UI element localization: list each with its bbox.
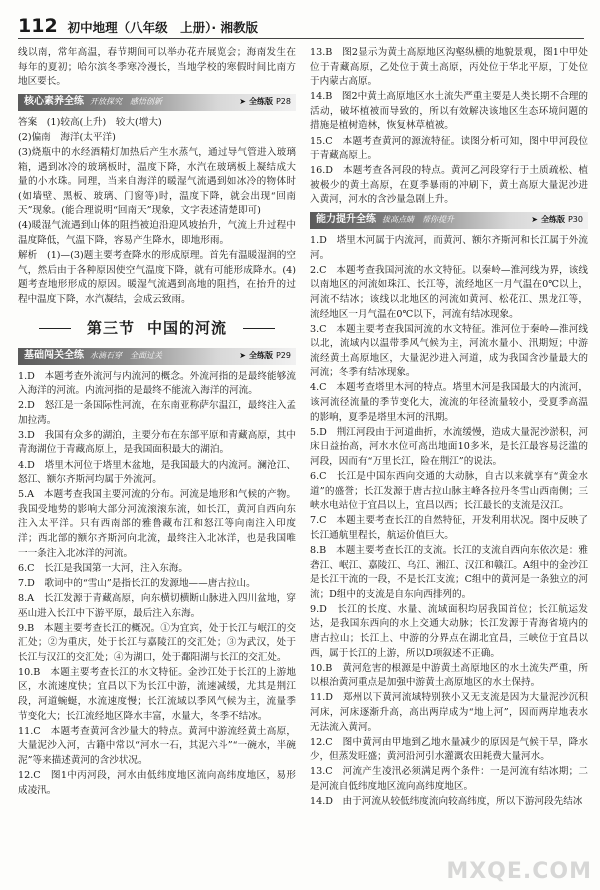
section-label: 第三节	[86, 319, 135, 338]
banner-subtitle: 水滴石穿 全面过关	[90, 350, 162, 360]
page-number: 112	[18, 15, 58, 37]
answer-paragraph: 15.C 本题考查黄河的源流特征。读图分析可知，图中甲河段位于青藏高原上。	[310, 135, 588, 162]
answer-paragraph: 5.A 本题考查我国主要河流的分布。河流是地形和气候的产物。我国受地势的影响大部分河流滚滚东流，如长江，黄河自西向东注入太平洋。只有西南部的雅鲁藏布江和怒江等向南注入印度洋；西北部的额尔齐斯河向北流，最终注入北冰洋，也是我国唯一一条注入北冰洋的河流。	[18, 489, 296, 559]
section-banner	[18, 348, 296, 365]
answer-paragraph: 10.B 黄河危害的根源是中游黄土高原地区的水土流失严重，所以根治黄河重点是加强中游黄土高原地区的水土保持。	[310, 662, 588, 689]
banner-title: 基础闯关全练	[24, 349, 84, 361]
section-banner	[310, 212, 588, 229]
answer-paragraph: 线以南，常年高温，春节期间可以举办花卉展览会；海南发生在每年的夏初；哈尔滨冬季寒冷漫长，当地学校的寒假时间比南方地区要长。	[18, 47, 296, 88]
banner-page-ref	[239, 95, 296, 110]
send-arrow-icon: ➤	[531, 215, 538, 225]
answer-paragraph: 12.C 图中黄河由甲地到乙地水量减少的原因是气候干旱，降水少，但蒸发旺盛；黄河沿河引水灌溉农田耗费大量河水。	[310, 736, 588, 763]
answer-paragraph: 3.C 本题主要考查我国河流的水文特征。淮河位于秦岭—淮河线以北，流域内以温带季风气候为主，河流水量小、汛期短；中游流经黄土高原地区，大量泥沙进入河道，成为我国含沙量最大的河流；冬季有结冰现象。	[310, 323, 588, 379]
banner-ref-page: P28	[275, 96, 291, 106]
banner-subtitle: 开放探究 感悟创新	[90, 96, 162, 106]
banner-subtitle: 拔高点睛 帮你提升	[382, 215, 454, 225]
watermark-logo: MXQE.COM	[446, 859, 592, 884]
banner-ref-label: 全练版	[540, 215, 565, 225]
answer-paragraph: 6.C 长江是中国东西向交通的大动脉，自古以来就享有“黄金水道”的盛誉；长江发源于唐古拉山脉主峰各拉丹冬雪山西南侧；三峡水电站位于宜昌以上，宜昌以西；长江最长的支流是汉江。	[310, 471, 588, 512]
section-heading	[18, 314, 296, 344]
answer-paragraph: 14.D 由于河流从较低纬度流向较高纬度，所以下游河段先结冰	[310, 796, 583, 808]
answer-paragraph: 9.D 长江的长度、水量、流域面积均居我国首位；长江航运发达，是我国东西向的水上交通大动脉；长江发源于青海省境内的唐古拉山；长江上、中游的分界点在湖北宜昌，三峡位于宜昌以西，属于长江的上游，所以D项叙述不正确。	[310, 603, 588, 659]
banner-ref-page: P29	[275, 350, 291, 360]
answer-paragraph: 2.C 本题考查我国河流的水文特征。以秦岭—淮河线为界，该线以南地区的河流如珠江、长江等，流经地区一月气温在0℃以上，河流不结冰；该线以北地区的河流如黄河、松花江、黑龙江等，流经地区一月气温在0℃以下，河流有结冰现象。	[310, 264, 588, 320]
right-column	[310, 46, 588, 882]
header-divider	[18, 38, 584, 39]
answer-paragraph: (2)偏南 海洋(太平洋)	[18, 131, 116, 143]
answer-paragraph: 14.B 图2中黄土高原地区水土流失严重主要是人类长期不合理的活动，破坏植被而导致的，所以有效解决该地区生态环境问题的措施是植树造林，恢复林草植被。	[310, 91, 588, 132]
answer-paragraph: 11.D 郑州以下黄河流域特别狭小又无支流是因为大量泥沙沉积河床，河床逐渐升高，高出两岸成为“地上河”，因而两岸地表水无法流入黄河。	[310, 692, 588, 733]
answer-paragraph: 9.B 本题主要考查长江的概况。①为宜宾，处于长江与岷江的交汇处；②为重庆，处于长江与嘉陵江的交汇处；③为武汉，处于长江与汉江的交汇处；④为湖口，处于鄱阳湖与长江的交汇处。	[18, 622, 296, 663]
answer-paragraph: 1.D 塔里木河属于内流河，而黄河、额尔齐斯河和长江属于外流河。	[310, 235, 588, 261]
answer-paragraph: 5.D 荆江河段由于河道曲折，水流缓慢，造成大量泥沙淤积，河床日益抬高，河水水位可高出地面10多米，是长江最容易泛滥的河段，因而有“万里长江，险在荆江”的说法。	[310, 426, 588, 467]
page-header	[18, 10, 318, 36]
answer-paragraph: 12.C 图1中丙河段，河水由低纬度地区流向高纬度地区，易形成凌汛。	[18, 770, 296, 796]
banner-title: 能力提升全练	[316, 214, 376, 226]
answer-paragraph: 7.C 本题主要考查长江的自然特征，开发利用状况。图中反映了长江通航里程长，航运价值巨大。	[310, 515, 588, 541]
answer-paragraph: 8.B 本题主要考查长江的支流。长江的支流自西向东依次是：雅砻江、岷江、嘉陵江、乌江、湘江、汉江和赣江。A组中的金沙江是长江干流的一段，不是长江支流；C组中的黄河是一条独立的河流；D组中的支流是自东向西排列的。	[310, 545, 588, 600]
section-title	[81, 321, 233, 336]
answer-paragraph: (3)烧瓶中的水经酒精灯加热后产生水蒸气，通过导气管进入玻璃箱，遇到冰冷的玻璃板时，温度下降，水汽在玻璃板上凝结成大量的小水珠。同理，当来自海洋的暖湿气流遇到如冰冷的物体时(如墙壁、黑板、玻璃、门窗等)时，温度下降，就会出现“回南天”现象。(能合理说明“回南天”现象，文字表述清楚即可)	[18, 146, 296, 217]
send-arrow-icon: ➤	[239, 350, 246, 360]
section-name: 中国的河流	[147, 319, 228, 338]
answer-paragraph: 8.A 长江发源于青藏高原，向东横切横断山脉进入四川盆地，穿巫山进入长江中下游平原，最后注入东海。	[18, 592, 296, 619]
heading-rule-right	[243, 328, 275, 329]
answer-paragraph: 1.D 本题考查外流河与内流河的概念。外流河指的是最终能够流入海洋的河流。内流河指的是最终不能流入海洋的河流。	[18, 370, 296, 397]
answer-paragraph: 11.C 本题考查黄河含沙量大的特点。黄河中游流经黄土高原，大量泥沙入河，古籍中常以“河水一石，其泥六斗”“一碗水，半碗泥”等来描述黄河的含沙状况。	[18, 725, 296, 766]
answer-paragraph: 7.D 歌词中的“雪山”是指长江的发源地——唐古拉山。	[18, 577, 256, 589]
heading-rule-left	[39, 328, 71, 329]
answer-paragraph: 4.D 塔里木河位于塔里木盆地，是我国最大的内流河。澜沧江、怒江、额尔齐斯河均属于外流河。	[18, 459, 296, 486]
banner-title: 核心素养全练	[24, 95, 84, 107]
answer-paragraph: (4)暖湿气流遇到山体的阻挡被迫沿迎风坡抬升，气流上升过程中温度降低，气温下降，容易产生降水，即地形雨。	[18, 220, 296, 247]
section-banner	[18, 94, 296, 111]
answer-paragraph: 10.B 本题主要考查长江的水文特征。金沙江处于长江的上游地区，水流速度快；宜昌以下为长江中游，流速减缓，尤其是荆江段，河道蜿蜒，水流速度慢；长江流域以季风气候为主，流量季节变化大；长江流经地区降水丰富，水量大，冬季不结冰。	[18, 666, 296, 722]
answer-paragraph: 13.B 图2显示为黄土高原地区沟壑纵横的地貌景观，图1中甲处位于青藏高原，乙处位于黄土高原，丙处位于华北平原，丁处位于内蒙古高原。	[310, 47, 588, 88]
banner-page-ref	[239, 349, 296, 364]
left-column	[18, 46, 296, 882]
book-title: 初中地理（八年级 上册）· 湘教版	[67, 19, 259, 35]
answer-paragraph: 3.D 我国有众多的湖泊，主要分布在东部平原和青藏高原，其中青海湖位于青藏高原上，是我国面积最大的湖泊。	[18, 429, 296, 456]
banner-ref-label: 全练版	[248, 350, 273, 360]
banner-ref-label: 全练版	[248, 96, 273, 106]
answer-paragraph: 13.C 河流产生凌汛必须满足两个条件：一是河流有结冰期；二是河流自低纬度地区流向高纬度地区。	[310, 766, 588, 792]
answer-paragraph: 4.C 本题考查塔里木河的特点。塔里木河是我国最大的内流河，该河流径流量的季节变化大，流流的年径流量较小，受夏季高温的影响，夏季是塔里木河的汛期。	[310, 382, 588, 423]
answer-paragraph: 2.D 怒江是一条国际性河流，在东南亚称萨尔温江，最终注入孟加拉湾。	[18, 400, 296, 426]
banner-ref-page: P30	[567, 215, 583, 225]
answer-paragraph: 答案 (1)较高(上升) 较大(增大)	[18, 116, 162, 128]
answer-paragraph: 16.D 本题考查各河段的特点。黄河乙河段穿行于土质疏松、植被极少的黄土高原，在夏季暴雨的冲刷下，黄土高原大量泥沙进入黄河，河水的含沙量急剧上升。	[310, 165, 588, 206]
banner-page-ref	[531, 213, 588, 228]
send-arrow-icon: ➤	[239, 96, 246, 106]
answer-paragraph: 解析 (1)—(3)题主要考查降水的形成原理。首先有温暖湿润的空气，然后由于各种原因使空气温度下降，就有可能形成降水。(4)题考查地形形成的原因。暖湿气流遇到高地的阻挡，在抬升的过程中温度下降，水汽凝结，会成云致雨。	[18, 250, 296, 305]
answer-paragraph: 6.C 长江是我国第一大河，注入东海。	[18, 562, 188, 574]
